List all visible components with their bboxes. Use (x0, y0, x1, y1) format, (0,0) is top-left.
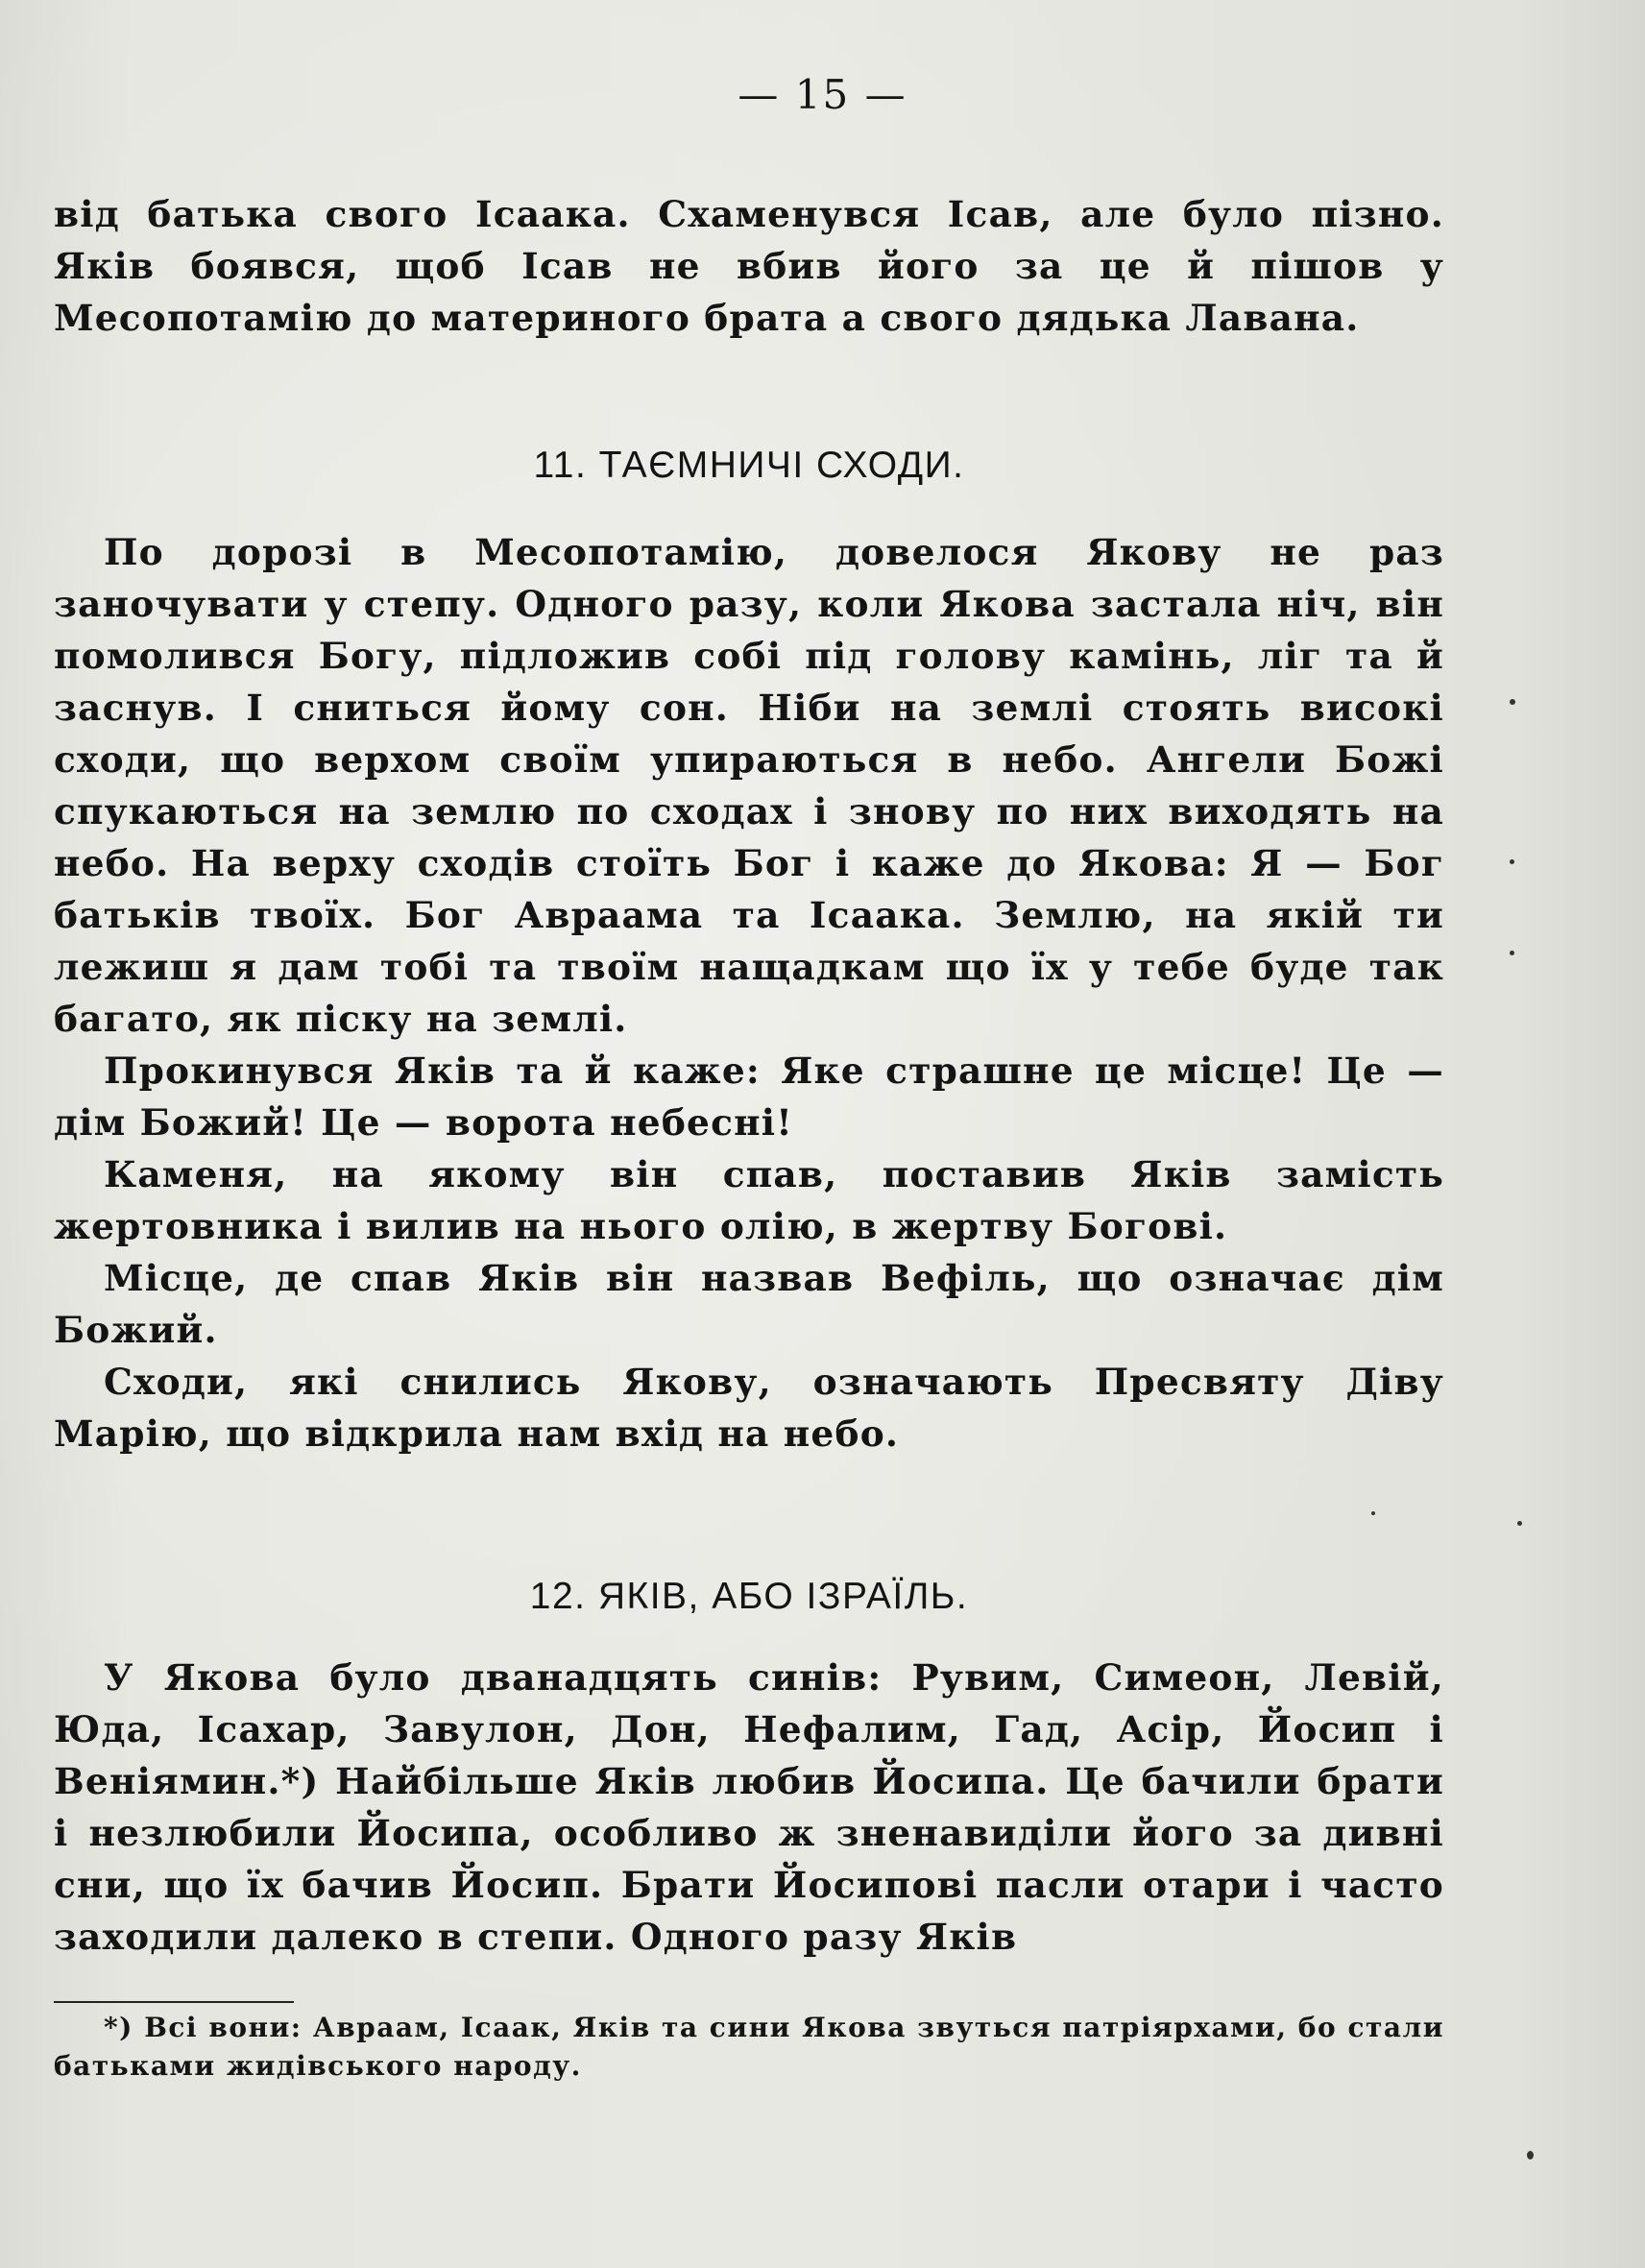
print-speck (1510, 699, 1515, 705)
section-12-paragraph-1: У Якова було дванадцять синів: Рувим, Симеон, Левій, Юда, Ісахар, Завулон, Дон, Нефалим, Гад, Асір, Йосип і Веніямин.*) Найбільше Яків любив Йосипа. Це бачили брати і незлюбили Йосипа, особливо ж зненавиділи його за дивні сни, що їх бачив Йосип. Брати Йосипові пасли отари і часто заходили далеко в степи. Одного разу Яків (54, 1656, 1444, 1958)
section-11-paragraph-1: По дорозі в Месопотамію, довелося Якову не раз заночувати у степу. Одного разу, коли Якова застала ніч, він помолився Богу, підложив собі під голову камінь, ліг та й заснув. І сниться йому сон. Ніби на землі стоять високі сходи, що верхом своїм упираються в небо. Ангели Божі спукаються на землю по сходах і знову по них виходять на небо. На верху сходів стоїть Бог і каже до Якова: Я — Бог батьків твоїх. Бог Авраама та Ісаака. Землю, на якій ти лежиш я дам тобі та твоїм нащадкам що їх у тебе буде так багато, як піску на землі. (54, 531, 1444, 1040)
section-11-paragraph-4: Місце, де спав Яків він назвав Вефіль, що означає дім Божий. (54, 1257, 1444, 1351)
print-speck (1371, 1511, 1375, 1515)
opening-text-block (54, 188, 1444, 344)
footnote-block (54, 2009, 1444, 2086)
section-12-body (54, 1652, 1444, 1963)
section-11-paragraph-2: Прокинувся Яків та й каже: Яке страшне це місце! Це — дім Божий! Це — ворота небесні! (54, 1050, 1444, 1144)
footnote-text: *) Всі вони: Авраам, Ісаак, Яків та сини Якова звуться патріярхами, бо стали батьками жидівського народу. (54, 2012, 1444, 2082)
section-11-body (54, 526, 1444, 1460)
print-speck (1527, 2151, 1534, 2159)
section-11-paragraph-5: Сходи, які снились Якову, означають Пресвяту Діву Марію, що відкрила нам вхід на небо. (54, 1361, 1444, 1455)
section-11-heading: 11. ТАЄМНИЧІ СХОДИ. (533, 445, 965, 486)
print-speck (1510, 951, 1514, 955)
footnote-divider (54, 2001, 294, 2003)
print-speck (1517, 1521, 1522, 1526)
opening-paragraph: від батька свого Ісаака. Схаменувся Ісав, але було пізно. Яків боявся, щоб Ісав не вбив його за це й пішов у Месопотамію до материного брата а свого дядька Лавана. (54, 193, 1444, 339)
section-12-heading: 12. ЯКІВ, АБО ІЗРАЇЛЬ. (529, 1576, 969, 1617)
page-number: — 15 — (738, 71, 907, 118)
section-11-paragraph-3: Каменя, на якому він спав, поставив Яків замість жертовника і вилив на нього олію, в жертву Богові. (54, 1153, 1444, 1247)
section-12 (54, 1571, 1444, 1623)
section-11 (54, 440, 1444, 492)
print-speck (1510, 859, 1514, 864)
